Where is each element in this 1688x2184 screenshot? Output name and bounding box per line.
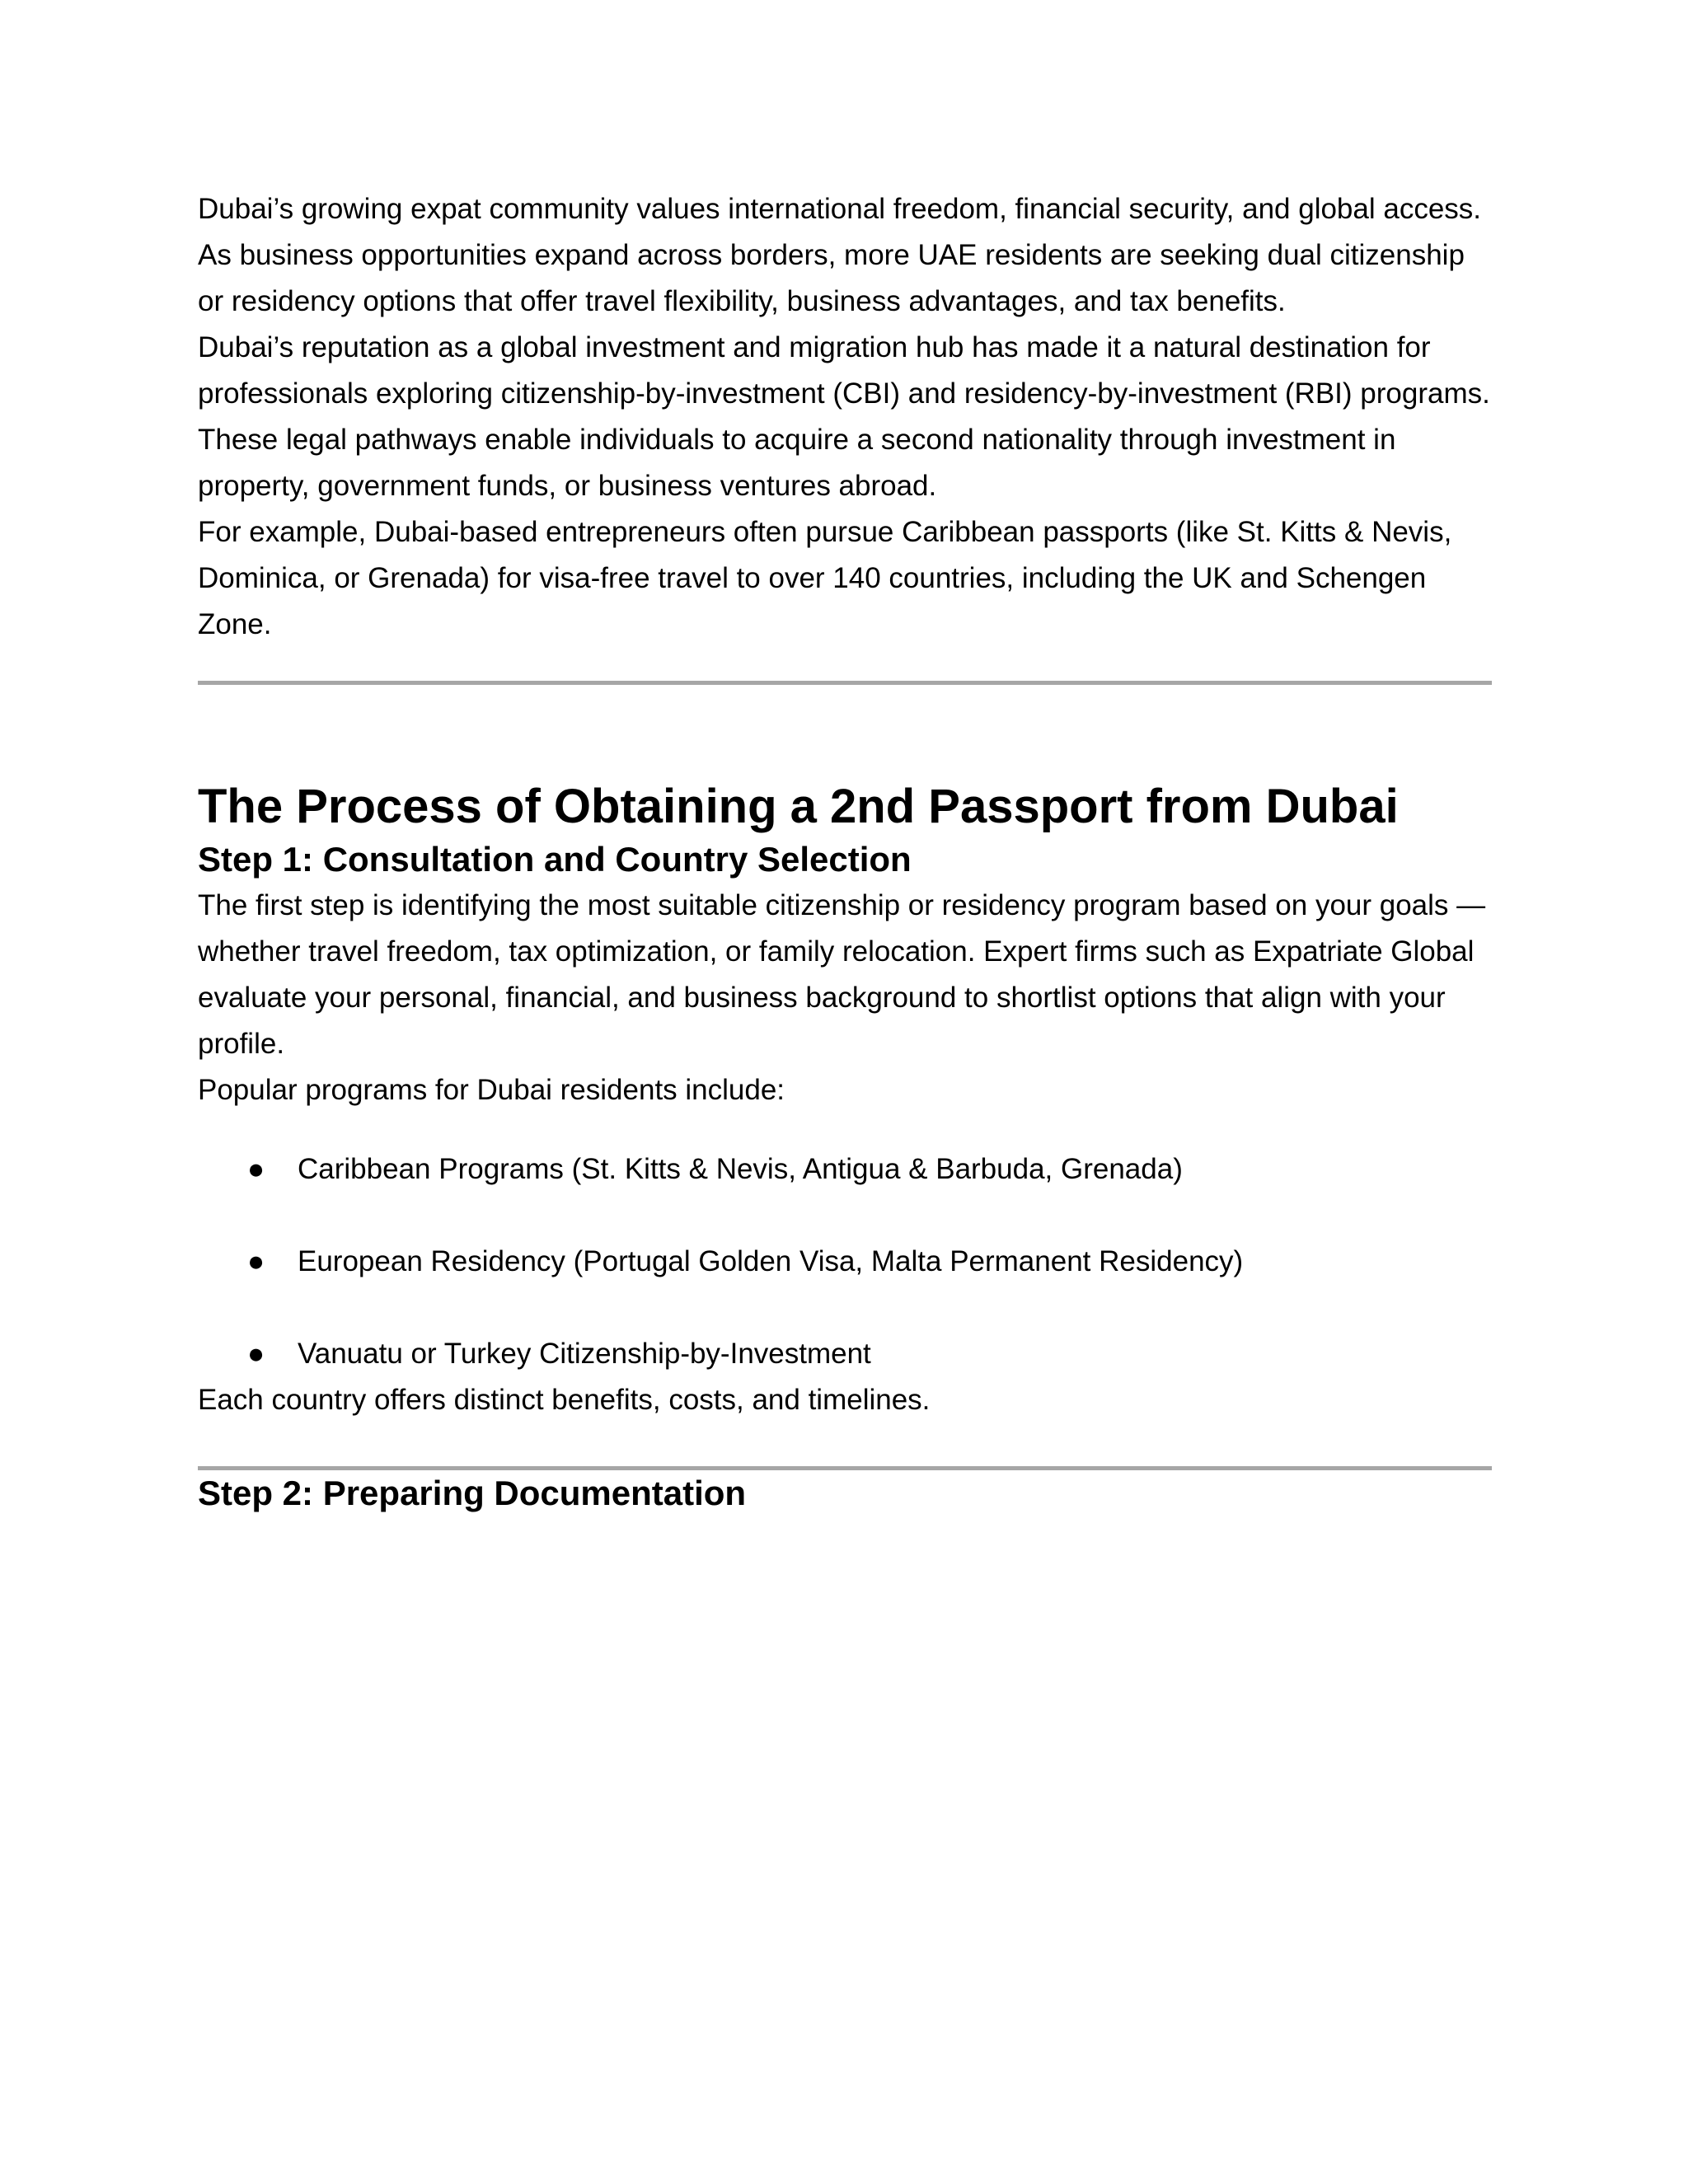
step-1-closing: Each country offers distinct benefits, costs, and timelines.	[198, 1384, 931, 1416]
list-item-text: Caribbean Programs (St. Kitts & Nevis, Antigua & Barbuda, Grenada)	[298, 1153, 1183, 1185]
bullet-icon: ●	[247, 1245, 265, 1277]
bullet-icon: ●	[247, 1338, 265, 1370]
step-2-heading: Step 2: Preparing Documentation	[198, 1474, 747, 1512]
document-body	[198, 186, 1492, 1516]
list-item	[198, 1239, 1492, 1285]
list-item-text: Vanuatu or Turkey Citizenship-by-Investment	[298, 1338, 871, 1370]
intro-paragraph-3: For example, Dubai-based entrepreneurs often pursue Caribbean passports (like St. Kitts & Nevis, Dominica, or Grenada) for visa-free travel to over 140 countries, including the UK and Schengen Zone.	[198, 516, 1452, 640]
programs-intro: Popular programs for Dubai residents include:	[198, 1074, 785, 1106]
list-item-text: European Residency (Portugal Golden Visa, Malta Permanent Residency)	[298, 1245, 1244, 1277]
horizontal-divider	[198, 681, 1492, 685]
list-item	[198, 1146, 1492, 1193]
intro-paragraph-1: Dubai’s growing expat community values international freedom, financial security, and global access. As business opportunities expand across borders, more UAE residents are seeking dual citizenship or residency options that offer travel flexibility, business advantages, and tax benefits.	[198, 193, 1482, 317]
list-item	[198, 1331, 1492, 1377]
intro-paragraph-2: Dubai’s reputation as a global investment and migration hub has made it a natural destination for professionals exploring citizenship-by-investment (CBI) and residency-by-investment (RBI) programs. These legal pathways enable individuals to acquire a second nationality through investment in property, government funds, or business ventures abroad.	[198, 331, 1490, 502]
programs-list	[198, 1146, 1492, 1377]
bullet-icon: ●	[247, 1153, 265, 1185]
step-1-paragraph: The first step is identifying the most suitable citizenship or residency program based on your goals — whether travel freedom, tax optimization, or family relocation. Expert firms such as Expatriate Global evaluate your personal, financial, and business background to shortlist options that align with your profile.	[198, 889, 1486, 1060]
section-heading: The Process of Obtaining a 2nd Passport from Dubai	[198, 780, 1399, 833]
step-1-heading: Step 1: Consultation and Country Selection	[198, 840, 912, 879]
